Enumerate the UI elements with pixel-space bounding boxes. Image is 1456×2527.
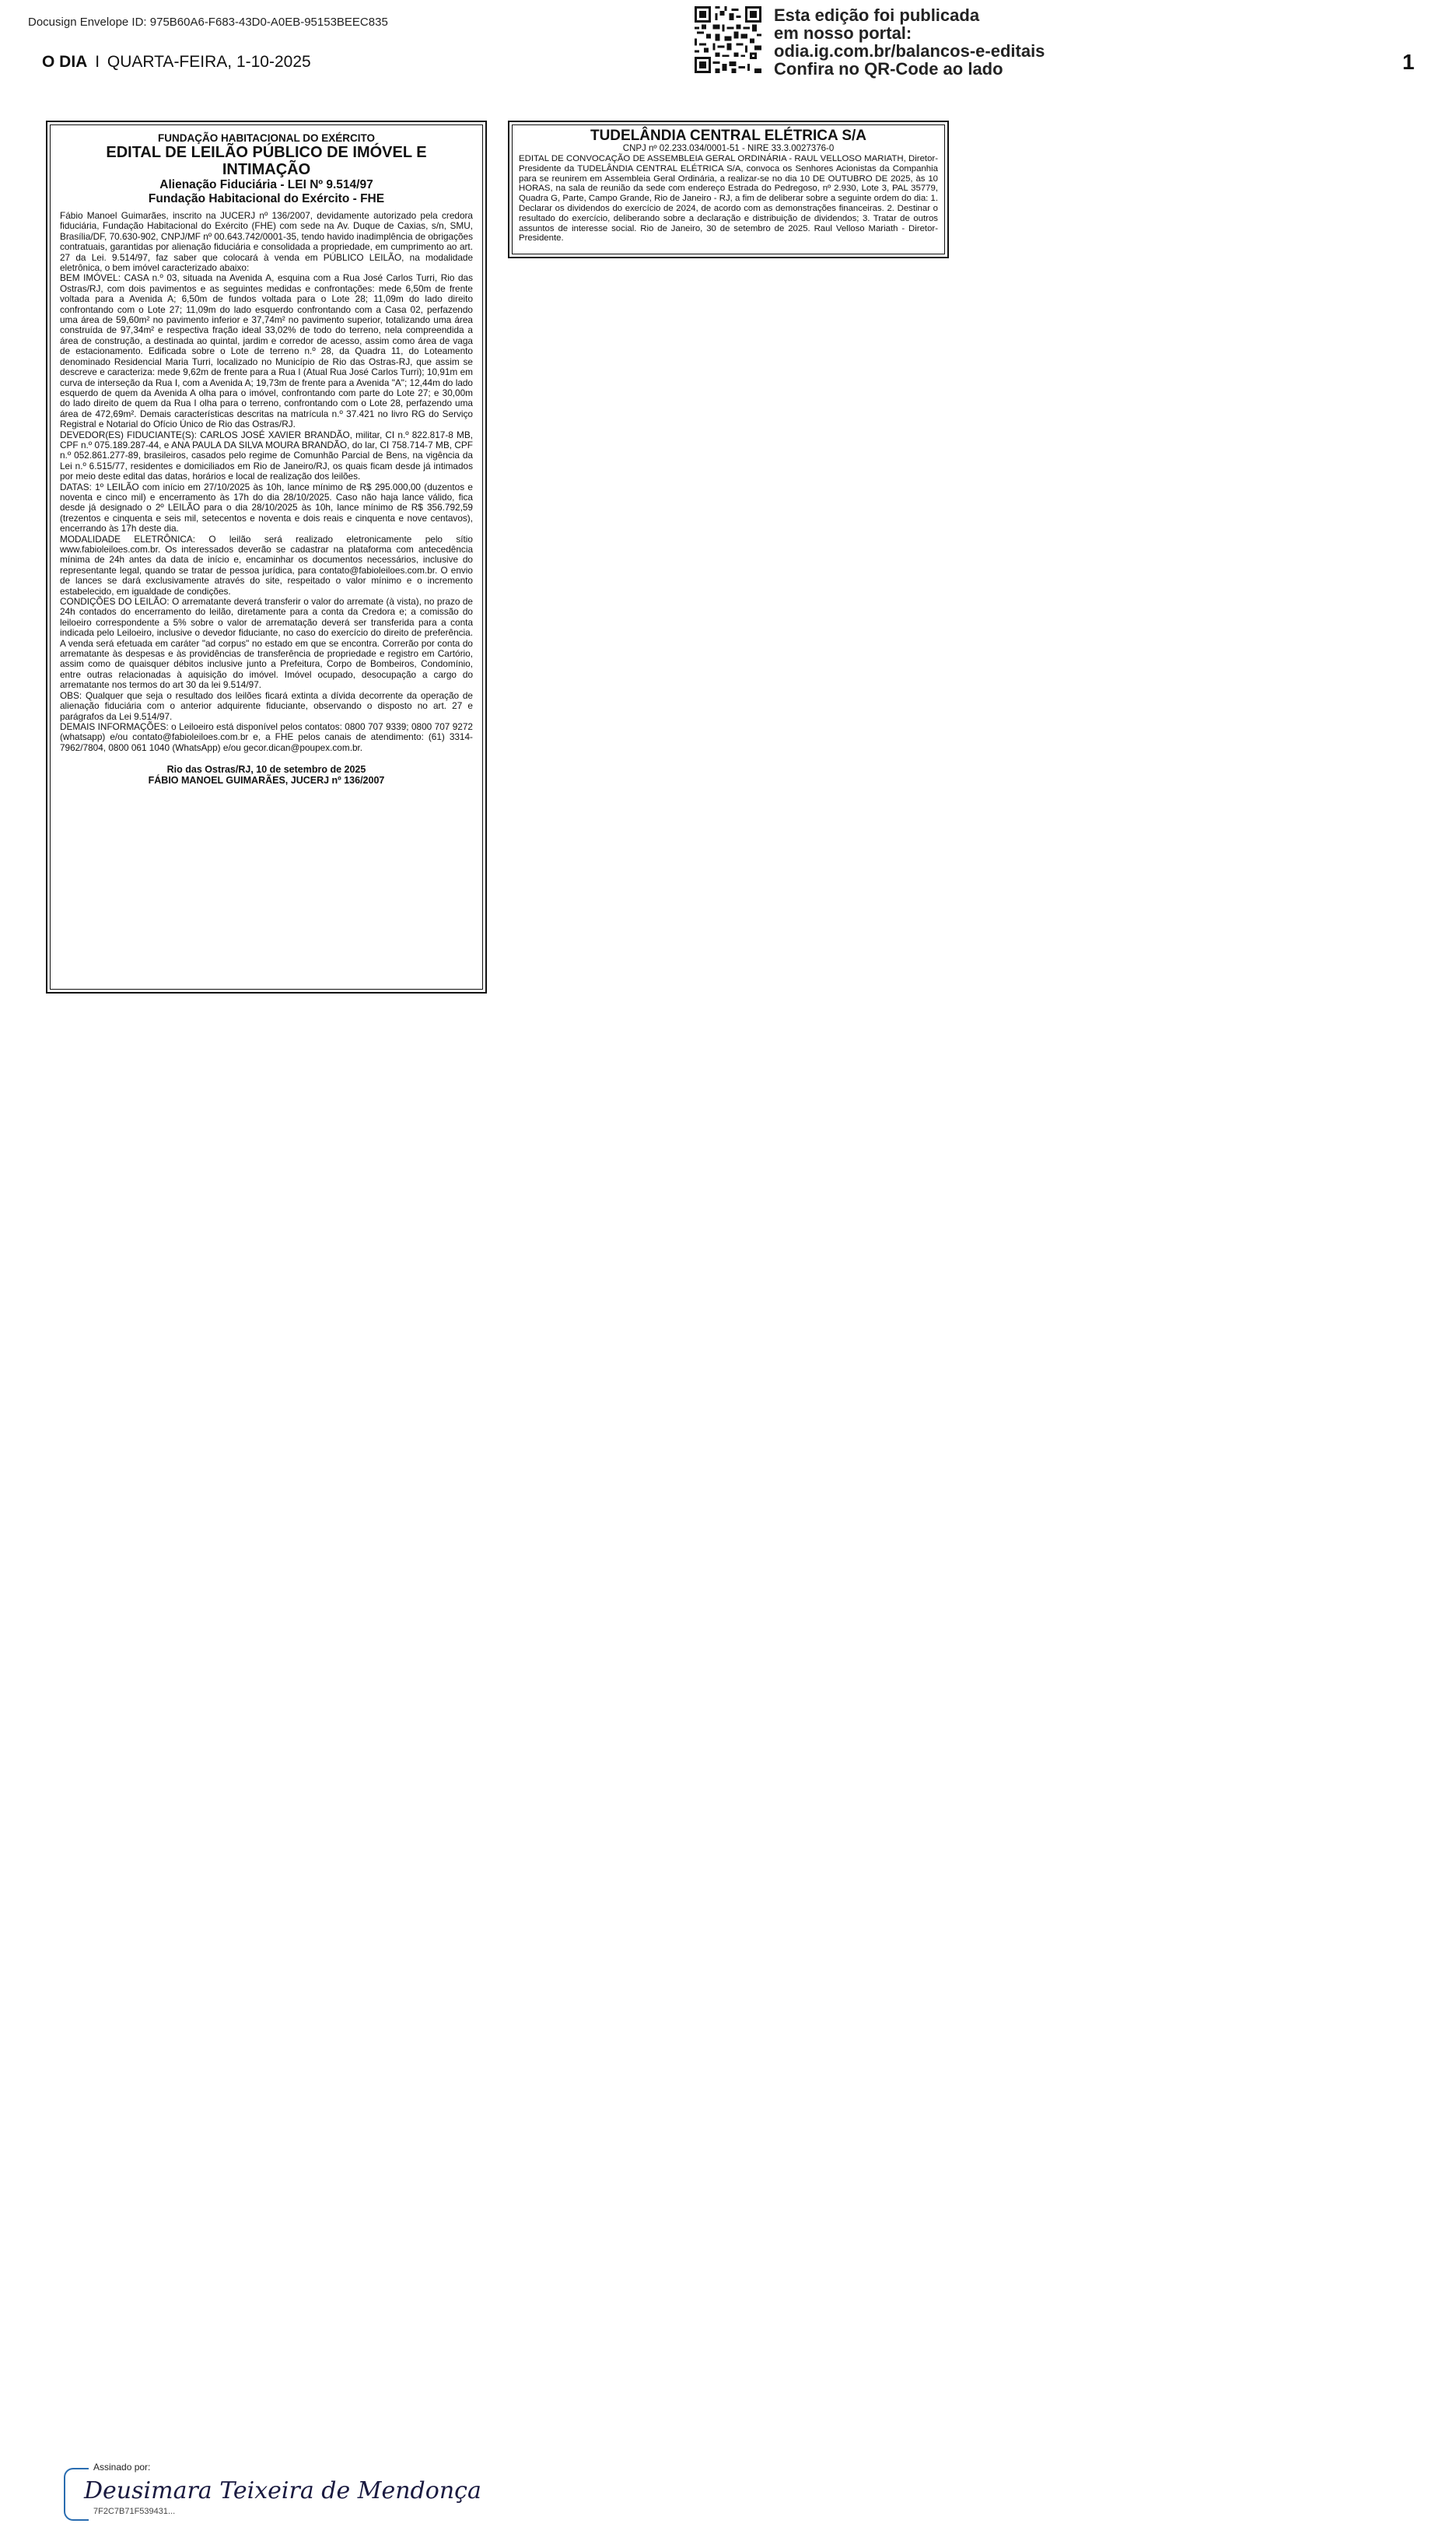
tudelandia-cnpj: CNPJ nº 02.233.034/0001-51 - NIRE 33.3.0027376-0 [622, 144, 835, 153]
page-number: 1 [1402, 50, 1415, 74]
tudelandia-notice [508, 121, 949, 258]
tudelandia-body: EDITAL DE CONVOCAÇÃO DE ASSEMBLEIA GERAL ORDINÁRIA - RAUL VELLOSO MARIATH, Diretor-Presidente da TUDELÂNDIA CENTRAL ELÉTRICA S/A, convoca os Senhores Acionistas da Companhia para se reunirem em Assembleia Geral Ordinária, a realizar-se no dia 10 DE OUTUBRO DE 2025, às 10 HORAS, na sala de reunião da sede com endereço Estrada do Pedregoso, nº 2.930, Lote 3, PAL 35779, Quadra G, Parte, Campo Grande, Rio de Janeiro - RJ, a fim de deliberar sobre a seguinte ordem do dia: 1. Declarar os dividendos do exercício de 2024, de acordo com as demonstrações financeiras. 2. Destinar o resultado do exercício, deliberando sobre a declaração e distribuição de dividendos; 3. Tratar de outros assuntos de interesse social. Rio de Janeiro, 30 de setembro de 2025. Raul Velloso Mariath - Diretor-Presidente. [519, 154, 938, 244]
edital-paragraph: CONDIÇÕES DO LEILÃO: O arrematante deverá transferir o valor do arremate (à vista), no prazo de 24h contados do encerramento do leilão, diretamente para a conta da Credora e; a comissão do leiloeiro correspondente a 5% sobre o valor de arrematação deverá ser transferida para a conta indicada pelo Leiloeiro, inclusive o devedor fiduciante, no caso do exercício do direito de preferência. A venda será efetuada em caráter "ad corpus" no estado em que se encontra. Correrão por conta do arrematante às despesas e às providências de transferência de propriedade e registro em Cartório, assim como de quaisquer débitos inclusive junto a Prefeitura, Corpo de Bombeiros, Condomínio, entre outras relacionadas à aquisição do imóvel. Imóvel ocupado, desocupação a cargo do arrematante nos termos do art 30 da lei 9.514/97. [60, 596, 473, 691]
edital-body [60, 211, 473, 753]
portal-line: Confira no QR-Code ao lado [774, 59, 1003, 79]
newspaper-header [42, 53, 311, 72]
signature-id: 7F2C7B71F539431... [93, 2507, 176, 2516]
docusign-signature [64, 2462, 481, 2519]
signature-label: Assinado por: [93, 2462, 151, 2473]
edital-subtitle: Alienação Fiduciária - LEI Nº 9.514/97 [159, 178, 373, 191]
edition-date: QUARTA-FEIRA, 1-10-2025 [107, 53, 311, 71]
edital-closing [60, 764, 473, 786]
signature-name: Deusimara Teixeira de Mendonça [84, 2477, 481, 2504]
edital-closing-place: Rio das Ostras/RJ, 10 de setembro de 2025 [166, 764, 366, 776]
edital-paragraph: DEMAIS INFORMAÇÕES: o Leiloeiro está disponível pelos contatos: 0800 707 9339; 0800 707 9272 (whatsapp) e/ou contato@fabioleiloes.com.br e, a FHE pelos canais de atendimento: (61) 3314-7962/7804, 0800 061 1040 (WhatsApp) e/ou gecor.dican@poupex.com.br. [60, 720, 473, 753]
edital-org: FUNDAÇÃO HABITACIONAL DO EXÉRCITO [157, 132, 375, 144]
tudelandia-title: TUDELÂNDIA CENTRAL ELÉTRICA S/A [590, 128, 867, 144]
qr-code-icon [695, 6, 761, 73]
portal-url[interactable]: odia.ig.com.br/balancos-e-editais [774, 41, 1045, 61]
edital-subtitle-2: Fundação Habitacional do Exército - FHE [148, 192, 385, 205]
edital-paragraph: OBS: Qualquer que seja o resultado dos leilões ficará extinta a dívida decorrente da operação de alienação fiduciária com o anterior adquirente fiduciante, observando o disposto no art. 27 e parágrafos da Lei 9.514/97. [60, 689, 473, 722]
newspaper-brand: O DIA [42, 53, 88, 71]
header-separator: I [95, 53, 100, 71]
edital-leilao-notice [46, 121, 487, 994]
portal-line: Esta edição foi publicada [774, 5, 980, 25]
edital-paragraph: DATAS: 1º LEILÃO com início em 27/10/2025 às 10h, lance mínimo de R$ 295.000,00 (duzentos e noventa e cinco mil) e encerramento às 17h do dia 28/10/2025. Caso não haja lance válido, fica desde já designado o 2º LEILÃO para o dia 28/10/2025 às 10h, lance mínimo de R$ 356.792,59 (trezentos e cinquenta e seis mil, setecentos e noventa e dois reais e cinquenta e nove centavos), encerrando às 17h deste dia. [60, 481, 473, 534]
edital-paragraph: Fábio Manoel Guimarães, inscrito na JUCERJ nº 136/2007, devidamente autorizado pela credora fiduciária, Fundação Habitacional do Exército (FHE) com sede na Av. Duque de Caxias, s/n, SMU, Brasília/DF, 70.630-902, CNPJ/MF nº 00.643.742/0001-35, tendo havido inadimplência de obrigações contratuais, garantidas por alienação fiduciária e consolidada a propriedade, em cumprimento ao art. 27 da Lei. 9.514/97, faz saber que colocará à venda em PÚBLICO LEILÃO, na modalidade eletrônica, o bem imóvel caracterizado abaixo: [60, 210, 473, 274]
docusign-envelope-id: Docusign Envelope ID: 975B60A6-F683-43D0-A0EB-95153BEEC835 [28, 16, 388, 29]
portal-notice [774, 6, 1101, 78]
edital-paragraph: DEVEDOR(ES) FIDUCIANTE(S): CARLOS JOSÉ XAVIER BRANDÃO, militar, CI n.º 822.817-8 MB, CPF n.º 075.189.287-44, e ANA PAULA DA SILVA MOURA BRANDÃO, do lar, CI 758.714-7 MB, CPF n.º 052.861.277-89, brasileiros, casados pelo regime de Comunhão Parcial de Bens, na vigência da Lei n.º 6.515/77, residentes e domiciliados em Rio de Janeiro/RJ, os quais ficam desde já intimados por meio deste edital das datas, horários e local de realização dos leilões. [60, 429, 473, 482]
edital-closing-name: FÁBIO MANOEL GUIMARÃES, JUCERJ nº 136/2007 [148, 775, 385, 787]
portal-line: em nosso portal: [774, 23, 912, 43]
edital-paragraph: BEM IMÓVEL: CASA n.º 03, situada na Avenida A, esquina com a Rua José Carlos Turri, Rio das Ostras/RJ, com dois pavimentos e as seguintes medidas e confrontações: mede 6,50m de frente voltada para a Avenida A; 6,50m de fundos voltada para o Lote 28; 11,09m do lado direito confrontando com o Lote 27; 11,09m do lado esquerdo confrontando com a Casa 02, perfazendo uma área de 59,60m² no pavimento inferior e 37,74m² no pavimento superior, totalizando uma área construída de 97,34m² e respectiva fração ideal 33,02% de todo do terreno, nela compreendida a área de construção, a destinada ao quintal, jardim e corredor de acesso, assim como área de vaga de estacionamento. Edificada sobre o Lote de terreno n.º 28, da Quadra 11, do Loteamento denominado Residencial Maria Turri, localizado no Município de Rio das Ostras-RJ, que assim se descreve e caracteriza: mede 9,62m de frente para a Rua I (Atual Rua José Carlos Turri); 10,91m em curva de interseção da Rua I, com a Avenida A; 19,73m de frente para a Avenida "A"; 12,44m do lado esquerdo de quem da Avenida A olha para o imóvel, confrontando com parte do Lote 27; e 30,00m do lado direito de quem da Rua I olha para o terreno, confrontando com o Lote 28, perfazendo uma área de 472,69m². Demais características descritas na matrícula n.º 37.421 no livro RG do Serviço Registral e Notarial do Ofício Único de Rio das Ostras/RJ. [60, 272, 473, 430]
edital-paragraph: MODALIDADE ELETRÔNICA: O leilão será realizado eletronicamente pelo sítio www.fabioleiloes.com.br. Os interessados deverão se cadastrar na plataforma com antecedência mínima de 24h antes da data de início e, encaminhar os documentos necessários, inclusive do representante legal, quando se tratar de pessoa jurídica, para contato@fabioleiloes.com.br. O envio de lances se dará exclusivamente através do site, respeitado o valor mínimo e o incremento estabelecido, em igualdade de condições. [60, 533, 473, 597]
edital-title: EDITAL DE LEILÃO PÚBLICO DE IMÓVEL E INTIMAÇÃO [106, 144, 427, 178]
